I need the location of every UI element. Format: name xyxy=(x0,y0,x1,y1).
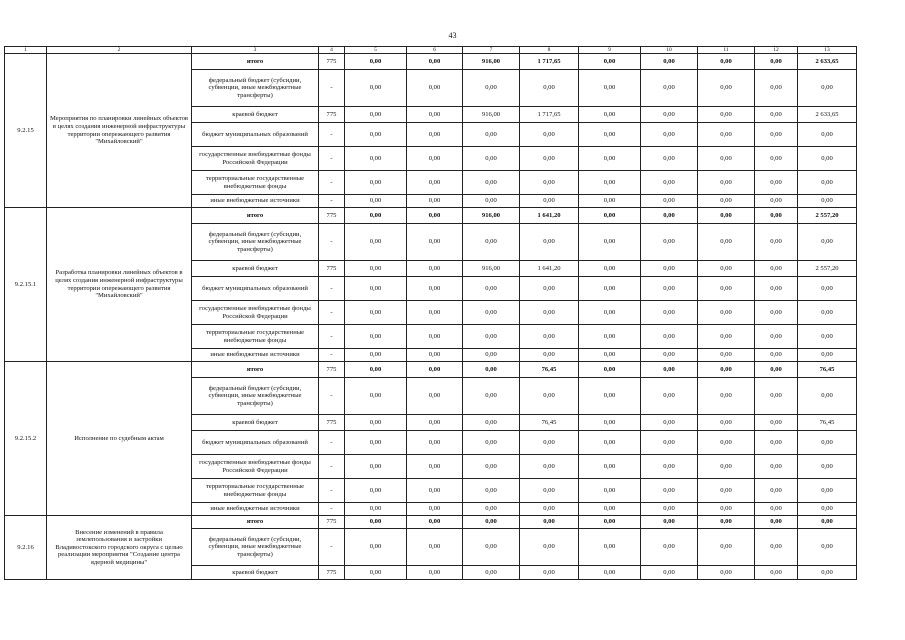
amount-cell: 0,00 xyxy=(698,455,755,479)
funding-source: иные внебюджетные источники xyxy=(192,349,319,362)
amount-cell: 0,00 xyxy=(641,529,698,566)
amount-cell: 0,00 xyxy=(798,325,857,349)
amount-cell: 0,00 xyxy=(641,70,698,107)
funding-source: территориальные государственные внебюджетные фонды xyxy=(192,171,319,195)
amount-cell: 0,00 xyxy=(641,301,698,325)
amount-cell: 0,00 xyxy=(407,415,463,431)
amount-cell: 0,00 xyxy=(463,415,520,431)
funding-source: итого xyxy=(192,516,319,529)
column-header: 5 xyxy=(345,47,407,54)
amount-cell: 76,45 xyxy=(798,415,857,431)
grbs-code: - xyxy=(319,195,345,208)
amount-cell: 0,00 xyxy=(698,479,755,503)
amount-cell: 0,00 xyxy=(755,261,798,277)
item-name: Исполнение по судебным актам xyxy=(47,362,192,516)
amount-cell: 0,00 xyxy=(520,171,579,195)
amount-cell: 0,00 xyxy=(463,566,520,580)
item-name: Разработка планировки линейных объектов в целях создания инженерной инфраструктуры территории опережающего развития "Михайловский" xyxy=(47,208,192,362)
funding-source: краевой бюджет xyxy=(192,261,319,277)
amount-cell: 0,00 xyxy=(579,516,641,529)
amount-cell: 0,00 xyxy=(520,479,579,503)
amount-cell: 916,00 xyxy=(463,54,520,70)
amount-cell: 2 633,65 xyxy=(798,107,857,123)
amount-cell: 0,00 xyxy=(520,516,579,529)
amount-cell: 0,00 xyxy=(755,431,798,455)
grbs-code: 775 xyxy=(319,415,345,431)
amount-cell: 0,00 xyxy=(579,503,641,516)
amount-cell: 0,00 xyxy=(698,566,755,580)
grbs-code: - xyxy=(319,147,345,171)
amount-cell: 0,00 xyxy=(463,224,520,261)
amount-cell: 2 633,65 xyxy=(798,54,857,70)
funding-source: итого xyxy=(192,54,319,70)
amount-cell: 0,00 xyxy=(579,107,641,123)
amount-cell: 0,00 xyxy=(407,529,463,566)
grbs-code: - xyxy=(319,503,345,516)
amount-cell: 0,00 xyxy=(345,378,407,415)
amount-cell: 0,00 xyxy=(641,107,698,123)
amount-cell: 0,00 xyxy=(698,195,755,208)
funding-source: иные внебюджетные источники xyxy=(192,195,319,208)
funding-source: федеральный бюджет (субсидии, субвенции, иные межбюджетные трансферты) xyxy=(192,224,319,261)
amount-cell: 0,00 xyxy=(463,171,520,195)
amount-cell: 0,00 xyxy=(520,503,579,516)
item-name: Мероприятия по планировки линейных объектов в целях создания инженерной инфраструктуры территории опережающего развития "Михайловский" xyxy=(47,54,192,208)
amount-cell: 2 557,20 xyxy=(798,261,857,277)
amount-cell: 0,00 xyxy=(579,70,641,107)
item-code: 9.2.15.2 xyxy=(5,362,47,516)
amount-cell: 0,00 xyxy=(520,123,579,147)
funding-source: государственные внебюджетные фонды Российской Федерации xyxy=(192,301,319,325)
amount-cell: 0,00 xyxy=(755,171,798,195)
column-header: 4 xyxy=(319,47,345,54)
column-header: 11 xyxy=(698,47,755,54)
amount-cell: 0,00 xyxy=(641,277,698,301)
amount-cell: 0,00 xyxy=(798,147,857,171)
funding-source: государственные внебюджетные фонды Российской Федерации xyxy=(192,147,319,171)
funding-source: краевой бюджет xyxy=(192,415,319,431)
grbs-code: - xyxy=(319,455,345,479)
funding-source: федеральный бюджет (субсидии, субвенции, иные межбюджетные трансферты) xyxy=(192,70,319,107)
amount-cell: 0,00 xyxy=(520,277,579,301)
amount-cell: 0,00 xyxy=(641,261,698,277)
amount-cell: 0,00 xyxy=(345,301,407,325)
amount-cell: 0,00 xyxy=(520,70,579,107)
amount-cell: 0,00 xyxy=(798,529,857,566)
amount-cell: 0,00 xyxy=(641,566,698,580)
amount-cell: 0,00 xyxy=(755,123,798,147)
amount-cell: 0,00 xyxy=(579,431,641,455)
amount-cell: 1 641,20 xyxy=(520,261,579,277)
amount-cell: 0,00 xyxy=(407,224,463,261)
amount-cell: 76,45 xyxy=(798,362,857,378)
amount-cell: 0,00 xyxy=(463,70,520,107)
column-header: 2 xyxy=(47,47,192,54)
amount-cell: 0,00 xyxy=(407,195,463,208)
amount-cell: 0,00 xyxy=(407,147,463,171)
table-row xyxy=(5,54,857,70)
amount-cell: 0,00 xyxy=(463,123,520,147)
amount-cell: 0,00 xyxy=(798,431,857,455)
funding-source: бюджет муниципальных образований xyxy=(192,431,319,455)
amount-cell: 916,00 xyxy=(463,208,520,224)
amount-cell: 0,00 xyxy=(463,277,520,301)
amount-cell: 0,00 xyxy=(520,349,579,362)
amount-cell: 0,00 xyxy=(579,171,641,195)
grbs-code: - xyxy=(319,277,345,301)
amount-cell: 0,00 xyxy=(345,455,407,479)
amount-cell: 0,00 xyxy=(579,147,641,171)
amount-cell: 0,00 xyxy=(345,516,407,529)
table-row xyxy=(5,362,857,378)
amount-cell: 0,00 xyxy=(345,479,407,503)
amount-cell: 0,00 xyxy=(579,415,641,431)
item-code: 9.2.15.1 xyxy=(5,208,47,362)
grbs-code: 775 xyxy=(319,516,345,529)
column-header: 6 xyxy=(407,47,463,54)
amount-cell: 0,00 xyxy=(463,378,520,415)
amount-cell: 0,00 xyxy=(798,301,857,325)
amount-cell: 0,00 xyxy=(755,277,798,301)
amount-cell: 0,00 xyxy=(641,195,698,208)
amount-cell: 0,00 xyxy=(463,503,520,516)
amount-cell: 0,00 xyxy=(407,479,463,503)
amount-cell: 0,00 xyxy=(520,378,579,415)
amount-cell: 0,00 xyxy=(698,362,755,378)
funding-source: бюджет муниципальных образований xyxy=(192,277,319,301)
amount-cell: 0,00 xyxy=(407,349,463,362)
amount-cell: 0,00 xyxy=(345,195,407,208)
grbs-code: - xyxy=(319,325,345,349)
amount-cell: 0,00 xyxy=(698,171,755,195)
funding-source: краевой бюджет xyxy=(192,107,319,123)
amount-cell: 0,00 xyxy=(698,277,755,301)
amount-cell: 0,00 xyxy=(407,171,463,195)
amount-cell: 0,00 xyxy=(641,325,698,349)
amount-cell: 0,00 xyxy=(579,208,641,224)
column-header: 1 xyxy=(5,47,47,54)
amount-cell: 0,00 xyxy=(407,455,463,479)
amount-cell: 0,00 xyxy=(798,349,857,362)
amount-cell: 0,00 xyxy=(345,54,407,70)
amount-cell: 0,00 xyxy=(463,362,520,378)
amount-cell: 0,00 xyxy=(463,147,520,171)
amount-cell: 0,00 xyxy=(345,566,407,580)
amount-cell: 0,00 xyxy=(345,529,407,566)
amount-cell: 0,00 xyxy=(698,301,755,325)
amount-cell: 0,00 xyxy=(345,277,407,301)
column-header: 10 xyxy=(641,47,698,54)
amount-cell: 0,00 xyxy=(641,479,698,503)
amount-cell: 0,00 xyxy=(698,415,755,431)
amount-cell: 0,00 xyxy=(520,566,579,580)
amount-cell: 0,00 xyxy=(407,208,463,224)
amount-cell: 0,00 xyxy=(755,70,798,107)
amount-cell: 0,00 xyxy=(345,208,407,224)
grbs-code: - xyxy=(319,301,345,325)
amount-cell: 0,00 xyxy=(520,224,579,261)
funding-source: территориальные государственные внебюджетные фонды xyxy=(192,479,319,503)
amount-cell: 0,00 xyxy=(798,516,857,529)
amount-cell: 0,00 xyxy=(755,479,798,503)
amount-cell: 0,00 xyxy=(755,455,798,479)
amount-cell: 0,00 xyxy=(345,503,407,516)
amount-cell: 0,00 xyxy=(798,378,857,415)
amount-cell: 0,00 xyxy=(698,224,755,261)
table-row xyxy=(5,516,857,529)
amount-cell: 0,00 xyxy=(407,431,463,455)
amount-cell: 0,00 xyxy=(755,566,798,580)
amount-cell: 0,00 xyxy=(698,70,755,107)
funding-source: краевой бюджет xyxy=(192,566,319,580)
amount-cell: 0,00 xyxy=(345,123,407,147)
amount-cell: 0,00 xyxy=(579,479,641,503)
amount-cell: 0,00 xyxy=(463,455,520,479)
amount-cell: 0,00 xyxy=(798,171,857,195)
amount-cell: 0,00 xyxy=(755,503,798,516)
amount-cell: 0,00 xyxy=(798,224,857,261)
table-row xyxy=(5,208,857,224)
grbs-code: 775 xyxy=(319,208,345,224)
column-header: 8 xyxy=(520,47,579,54)
grbs-code: - xyxy=(319,529,345,566)
amount-cell: 0,00 xyxy=(520,301,579,325)
amount-cell: 0,00 xyxy=(641,171,698,195)
amount-cell: 0,00 xyxy=(407,516,463,529)
amount-cell: 0,00 xyxy=(798,479,857,503)
amount-cell: 0,00 xyxy=(755,415,798,431)
amount-cell: 0,00 xyxy=(755,362,798,378)
amount-cell: 0,00 xyxy=(698,208,755,224)
amount-cell: 0,00 xyxy=(641,123,698,147)
funding-source: федеральный бюджет (субсидии, субвенции, иные межбюджетные трансферты) xyxy=(192,378,319,415)
budget-table xyxy=(4,46,857,580)
amount-cell: 0,00 xyxy=(407,123,463,147)
column-header: 3 xyxy=(192,47,319,54)
amount-cell: 0,00 xyxy=(345,261,407,277)
amount-cell: 0,00 xyxy=(798,503,857,516)
amount-cell: 0,00 xyxy=(579,123,641,147)
amount-cell: 0,00 xyxy=(407,301,463,325)
amount-cell: 0,00 xyxy=(520,325,579,349)
funding-source: территориальные государственные внебюджетные фонды xyxy=(192,325,319,349)
amount-cell: 0,00 xyxy=(641,54,698,70)
amount-cell: 0,00 xyxy=(641,415,698,431)
amount-cell: 0,00 xyxy=(345,147,407,171)
amount-cell: 0,00 xyxy=(698,349,755,362)
amount-cell: 0,00 xyxy=(407,70,463,107)
amount-cell: 0,00 xyxy=(463,431,520,455)
amount-cell: 0,00 xyxy=(755,224,798,261)
amount-cell: 0,00 xyxy=(463,301,520,325)
grbs-code: - xyxy=(319,224,345,261)
amount-cell: 0,00 xyxy=(345,70,407,107)
grbs-code: - xyxy=(319,123,345,147)
amount-cell: 0,00 xyxy=(641,147,698,171)
amount-cell: 0,00 xyxy=(579,261,641,277)
grbs-code: - xyxy=(319,171,345,195)
amount-cell: 0,00 xyxy=(698,378,755,415)
amount-cell: 916,00 xyxy=(463,107,520,123)
funding-source: государственные внебюджетные фонды Российской Федерации xyxy=(192,455,319,479)
amount-cell: 0,00 xyxy=(698,123,755,147)
amount-cell: 1 641,20 xyxy=(520,208,579,224)
column-header: 7 xyxy=(463,47,520,54)
amount-cell: 0,00 xyxy=(641,362,698,378)
amount-cell: 0,00 xyxy=(698,147,755,171)
amount-cell: 0,00 xyxy=(579,566,641,580)
amount-cell: 0,00 xyxy=(579,277,641,301)
funding-source: бюджет муниципальных образований xyxy=(192,123,319,147)
amount-cell: 0,00 xyxy=(345,325,407,349)
amount-cell: 0,00 xyxy=(798,277,857,301)
amount-cell: 76,45 xyxy=(520,415,579,431)
amount-cell: 0,00 xyxy=(345,224,407,261)
amount-cell: 2 557,20 xyxy=(798,208,857,224)
amount-cell: 0,00 xyxy=(463,479,520,503)
amount-cell: 0,00 xyxy=(641,349,698,362)
amount-cell: 0,00 xyxy=(463,195,520,208)
amount-cell: 0,00 xyxy=(698,325,755,349)
amount-cell: 0,00 xyxy=(345,362,407,378)
amount-cell: 0,00 xyxy=(407,362,463,378)
grbs-code: 775 xyxy=(319,54,345,70)
amount-cell: 0,00 xyxy=(579,325,641,349)
amount-cell: 0,00 xyxy=(755,378,798,415)
amount-cell: 0,00 xyxy=(755,147,798,171)
amount-cell: 0,00 xyxy=(579,349,641,362)
amount-cell: 0,00 xyxy=(798,123,857,147)
amount-cell: 0,00 xyxy=(407,566,463,580)
amount-cell: 0,00 xyxy=(641,455,698,479)
amount-cell: 0,00 xyxy=(579,301,641,325)
amount-cell: 0,00 xyxy=(755,208,798,224)
amount-cell: 0,00 xyxy=(641,431,698,455)
amount-cell: 0,00 xyxy=(579,455,641,479)
amount-cell: 0,00 xyxy=(641,503,698,516)
grbs-code: - xyxy=(319,349,345,362)
column-header: 12 xyxy=(755,47,798,54)
amount-cell: 0,00 xyxy=(520,147,579,171)
column-header-row xyxy=(5,47,857,54)
amount-cell: 0,00 xyxy=(407,107,463,123)
amount-cell: 0,00 xyxy=(755,516,798,529)
amount-cell: 0,00 xyxy=(407,277,463,301)
amount-cell: 0,00 xyxy=(798,455,857,479)
amount-cell: 0,00 xyxy=(579,54,641,70)
amount-cell: 0,00 xyxy=(407,54,463,70)
funding-source: итого xyxy=(192,208,319,224)
column-header: 13 xyxy=(798,47,857,54)
amount-cell: 0,00 xyxy=(641,378,698,415)
amount-cell: 0,00 xyxy=(698,431,755,455)
amount-cell: 0,00 xyxy=(407,503,463,516)
funding-source: иные внебюджетные источники xyxy=(192,503,319,516)
grbs-code: 775 xyxy=(319,107,345,123)
amount-cell: 0,00 xyxy=(641,224,698,261)
amount-cell: 916,00 xyxy=(463,261,520,277)
amount-cell: 0,00 xyxy=(579,378,641,415)
amount-cell: 0,00 xyxy=(698,529,755,566)
amount-cell: 0,00 xyxy=(798,566,857,580)
amount-cell: 0,00 xyxy=(755,529,798,566)
amount-cell: 0,00 xyxy=(407,378,463,415)
amount-cell: 0,00 xyxy=(698,503,755,516)
amount-cell: 0,00 xyxy=(641,208,698,224)
amount-cell: 0,00 xyxy=(407,325,463,349)
amount-cell: 0,00 xyxy=(698,261,755,277)
amount-cell: 0,00 xyxy=(579,224,641,261)
amount-cell: 0,00 xyxy=(345,349,407,362)
amount-cell: 0,00 xyxy=(755,195,798,208)
item-code: 9.2.15 xyxy=(5,54,47,208)
amount-cell: 0,00 xyxy=(755,349,798,362)
amount-cell: 0,00 xyxy=(698,516,755,529)
funding-source: федеральный бюджет (субсидии, субвенции, иные межбюджетные трансферты) xyxy=(192,529,319,566)
amount-cell: 0,00 xyxy=(698,107,755,123)
amount-cell: 0,00 xyxy=(755,301,798,325)
amount-cell: 0,00 xyxy=(579,529,641,566)
item-name: Внесение изменений в правила землепользования и застройки Владивостокского городского округа с целью реализации мероприятия "Создание центра ядерной медицины" xyxy=(47,516,192,580)
amount-cell: 0,00 xyxy=(698,54,755,70)
amount-cell: 76,45 xyxy=(520,362,579,378)
amount-cell: 0,00 xyxy=(345,415,407,431)
amount-cell: 0,00 xyxy=(463,516,520,529)
amount-cell: 0,00 xyxy=(579,195,641,208)
grbs-code: 775 xyxy=(319,566,345,580)
grbs-code: - xyxy=(319,431,345,455)
page-number: 43 xyxy=(448,31,457,40)
column-header: 9 xyxy=(579,47,641,54)
amount-cell: 0,00 xyxy=(798,195,857,208)
amount-cell: 0,00 xyxy=(407,261,463,277)
amount-cell: 0,00 xyxy=(520,431,579,455)
grbs-code: 775 xyxy=(319,261,345,277)
amount-cell: 0,00 xyxy=(641,516,698,529)
amount-cell: 0,00 xyxy=(463,529,520,566)
funding-source: итого xyxy=(192,362,319,378)
amount-cell: 0,00 xyxy=(345,171,407,195)
amount-cell: 0,00 xyxy=(798,70,857,107)
amount-cell: 0,00 xyxy=(345,431,407,455)
amount-cell: 0,00 xyxy=(579,362,641,378)
amount-cell: 0,00 xyxy=(463,325,520,349)
amount-cell: 0,00 xyxy=(755,54,798,70)
grbs-code: - xyxy=(319,479,345,503)
item-code: 9.2.16 xyxy=(5,516,47,580)
amount-cell: 0,00 xyxy=(755,107,798,123)
grbs-code: - xyxy=(319,70,345,107)
grbs-code: - xyxy=(319,378,345,415)
amount-cell: 1 717,65 xyxy=(520,54,579,70)
amount-cell: 0,00 xyxy=(520,195,579,208)
amount-cell: 0,00 xyxy=(345,107,407,123)
grbs-code: 775 xyxy=(319,362,345,378)
amount-cell: 1 717,65 xyxy=(520,107,579,123)
amount-cell: 0,00 xyxy=(520,529,579,566)
amount-cell: 0,00 xyxy=(755,325,798,349)
amount-cell: 0,00 xyxy=(463,349,520,362)
amount-cell: 0,00 xyxy=(520,455,579,479)
